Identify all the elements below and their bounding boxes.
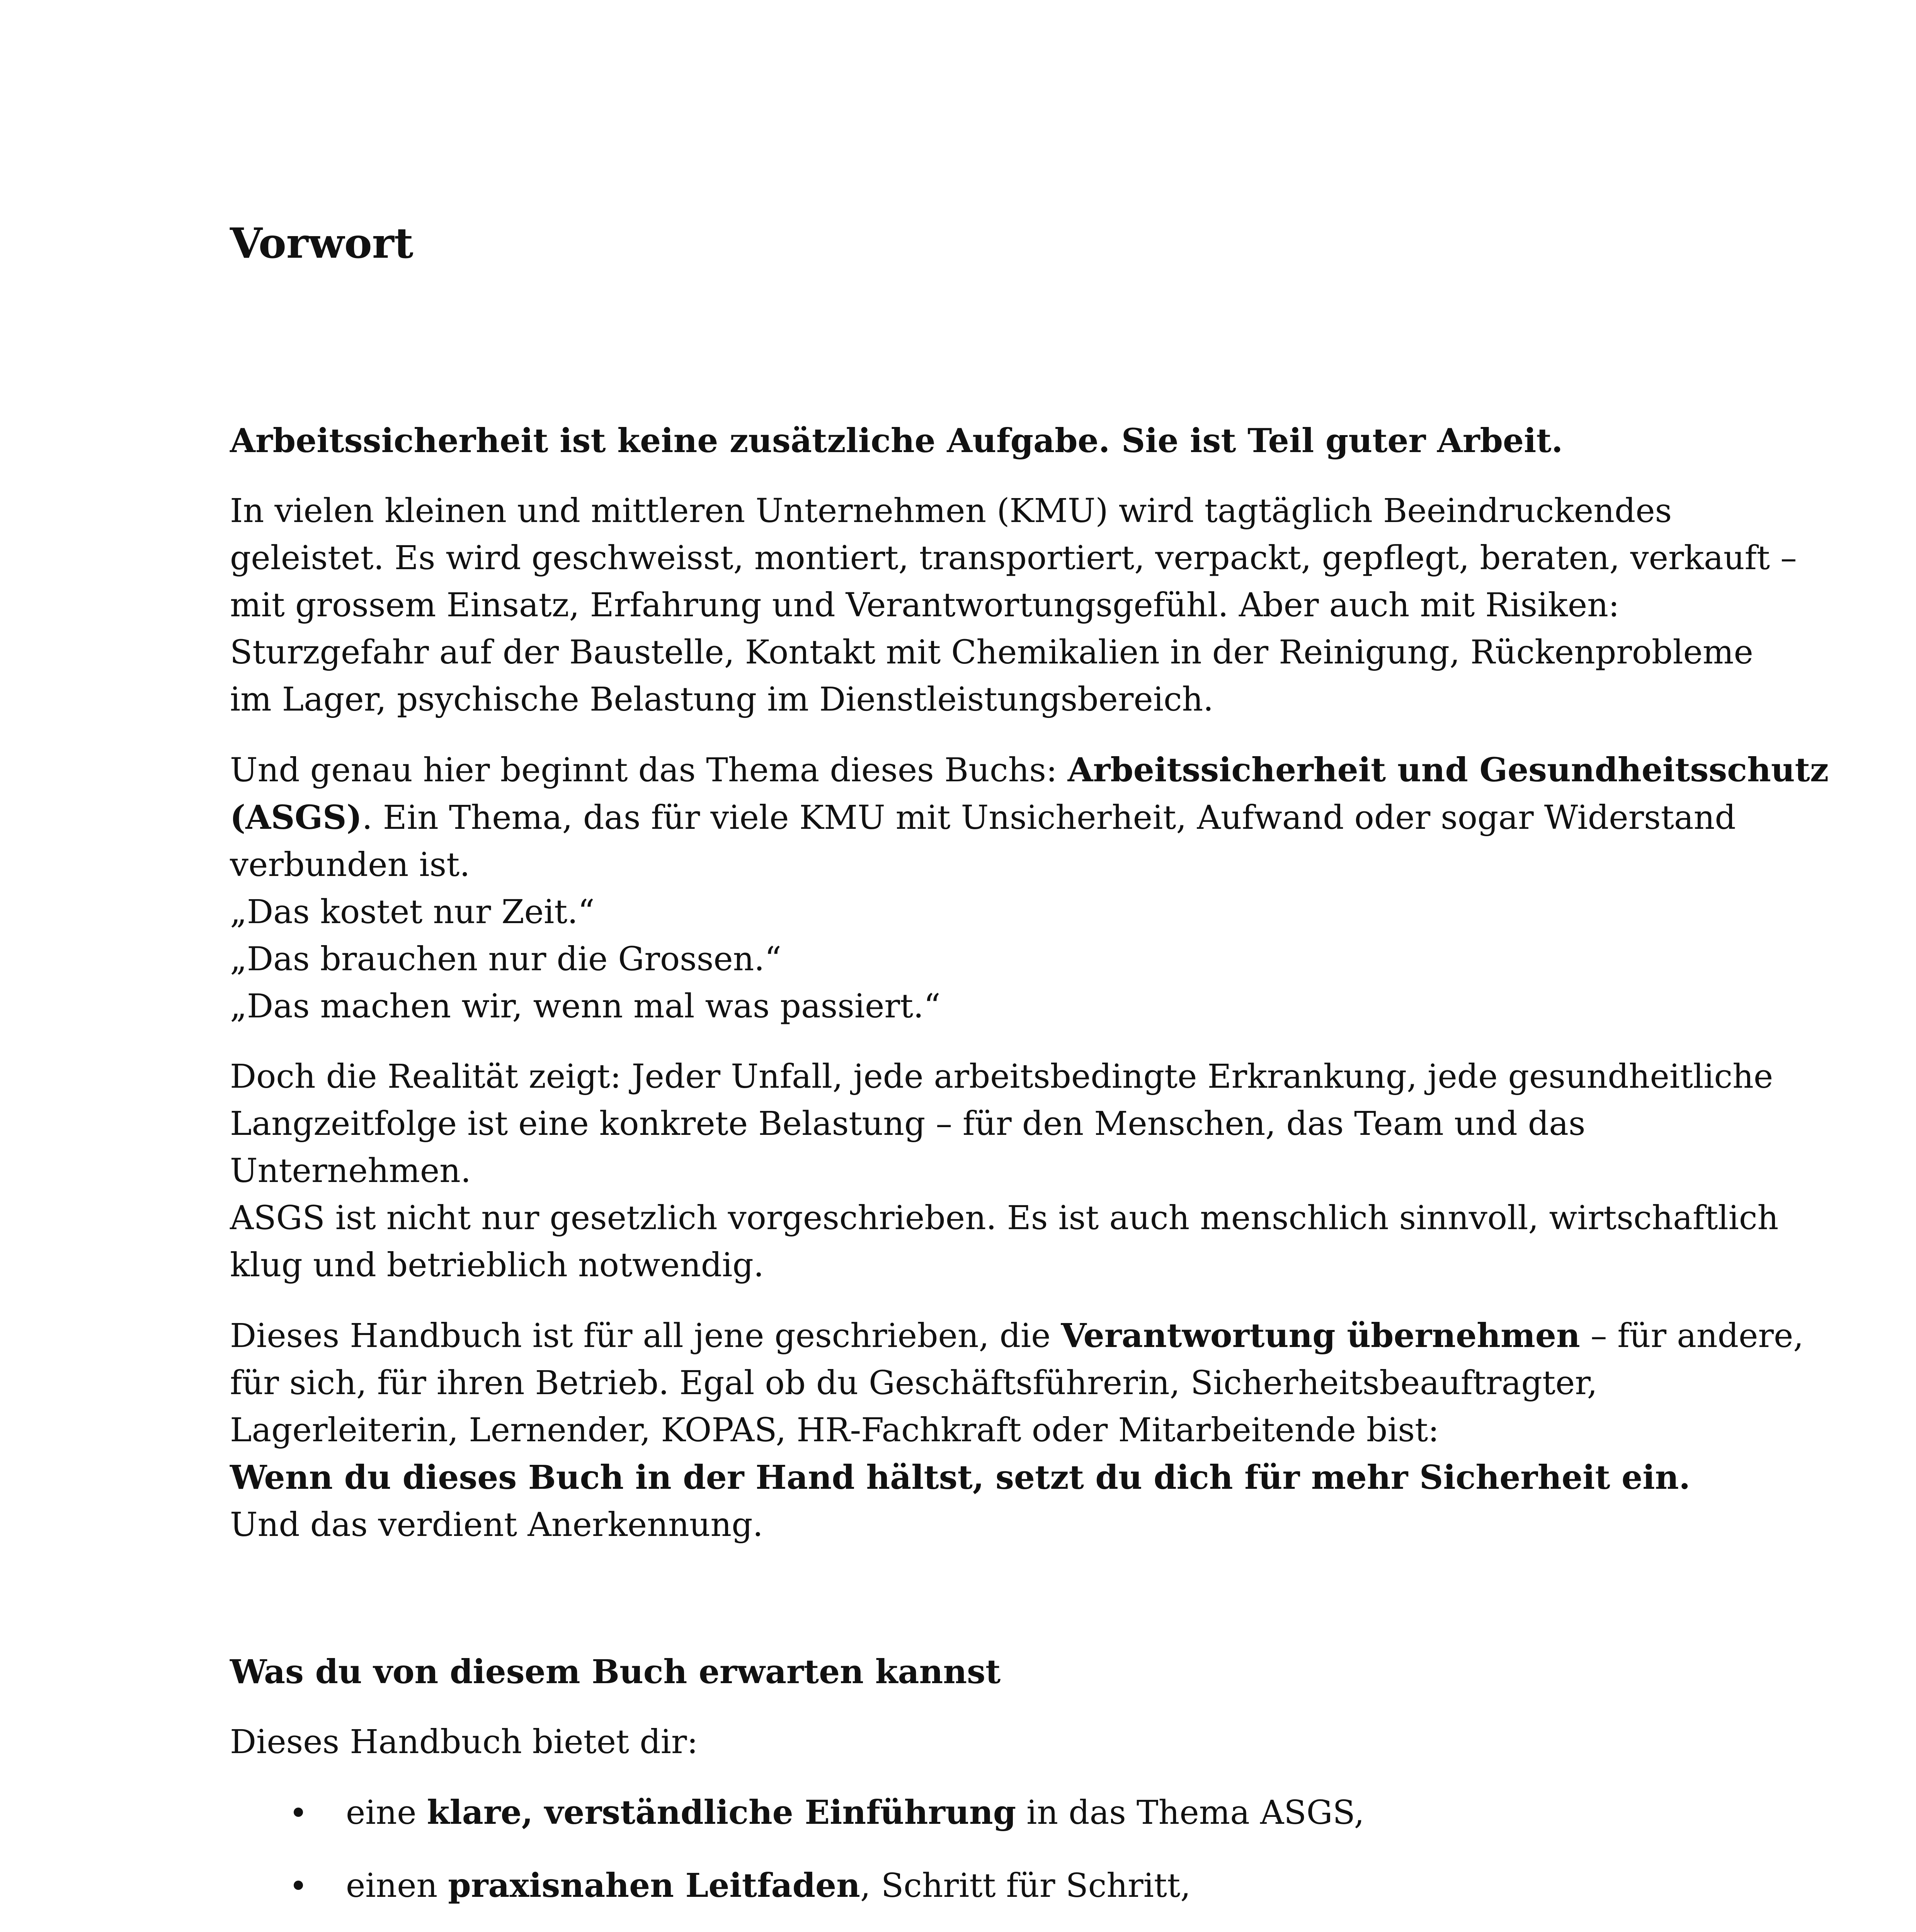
chapter-title: Vorwort [230,219,413,268]
paragraph-topic [230,747,1829,1030]
text-run: einen [346,1867,448,1905]
text-line: Lagerleiterin, Lernender, KOPAS, HR-Fachkraft oder Mitarbeitende bist: [230,1411,1439,1449]
text-run: Dieses Handbuch ist für all jene geschrieben, die [230,1317,1061,1355]
text-line: In vielen kleinen und mittleren Unternehmen (KMU) wird tagtäglich Beeindruckendes [230,492,1672,530]
emphasis-text: Arbeitssicherheit und Gesundheitsschutz [1067,751,1829,789]
emphasis-text: Verantwortung übernehmen [1061,1316,1580,1355]
quote-line: „Das machen wir, wenn mal was passiert.“ [230,987,941,1026]
text-run: in das Thema ASGS, [1016,1794,1365,1832]
text-line [230,1312,1804,1360]
list-item [230,1862,1698,1910]
page-content [230,216,1829,1932]
paragraph-reality [230,1053,1779,1289]
text-line: Unternehmen. [230,1152,471,1190]
bullet-icon [294,1808,303,1817]
paragraph-intro [230,488,1797,723]
text-line [230,1454,1698,1502]
emphasis-text: praxisnahen Leitfaden [448,1866,860,1905]
text-line: Doch die Realität zeigt: Jeder Unfall, jede arbeitsbedingte Erkrankung, jede gesundheitliche [230,1058,1773,1096]
text-line: geleistet. Es wird geschweisst, montiert, transportiert, verpackt, gepflegt, beraten, verkauft – [230,539,1797,577]
text-run: , Schritt für Schritt, [860,1867,1191,1905]
emphasis-text: (ASGS) [230,798,362,837]
text-line [230,794,1736,842]
text-run: – für andere, [1580,1317,1804,1355]
list-item [230,1789,1698,1837]
text-line: für sich, für ihren Betrieb. Egal ob du Geschäftsführerin, Sicherheitsbeauftragter, [230,1364,1598,1402]
text-line: Langzeitfolge ist eine konkrete Belastung – für den Menschen, das Team und das [230,1105,1586,1143]
text-line: klug und betrieblich notwendig. [230,1246,764,1284]
lead-sentence: Arbeitssicherheit ist keine zusätzliche Aufgabe. Sie ist Teil guter Arbeit. [230,422,1563,460]
text-line: im Lager, psychische Belastung im Dienstleistungsbereich. [230,680,1214,719]
text-line [230,747,1829,794]
quote-line: „Das brauchen nur die Grossen.“ [230,940,781,978]
emphasis-text: Wenn du dieses Buch in der Hand hältst, setzt du dich für mehr Sicherheit ein. [230,1458,1690,1497]
list-intro: Dieses Handbuch bietet dir: [230,1723,698,1761]
text-line: mit grossem Einsatz, Erfahrung und Verantwortungsgefühl. Aber auch mit Risiken: [230,586,1620,624]
text-run: Und genau hier beginnt das Thema dieses Buchs: [230,751,1068,789]
emphasis-text: klare, verständliche Einführung [427,1793,1016,1832]
quote-line: „Das kostet nur Zeit.“ [230,893,595,931]
section-heading: Was du von diesem Buch erwarten kannst [230,1653,1001,1691]
text-run: . Ein Thema, das für viele KMU mit Unsicherheit, Aufwand oder sogar Widerstand [362,799,1736,837]
bullet-icon [294,1881,303,1890]
benefits-list [230,1789,1698,1932]
paragraph-audience [230,1312,1804,1549]
text-line: Sturzgefahr auf der Baustelle, Kontakt mit Chemikalien in der Reinigung, Rückenprobleme [230,633,1753,672]
text-line: ASGS ist nicht nur gesetzlich vorgeschrieben. Es ist auch menschlich sinnvoll, wirtschaftlich [230,1199,1779,1237]
text-line: verbunden ist. [230,846,470,884]
text-line: Und das verdient Anerkennung. [230,1506,763,1544]
text-run: eine [346,1794,427,1832]
